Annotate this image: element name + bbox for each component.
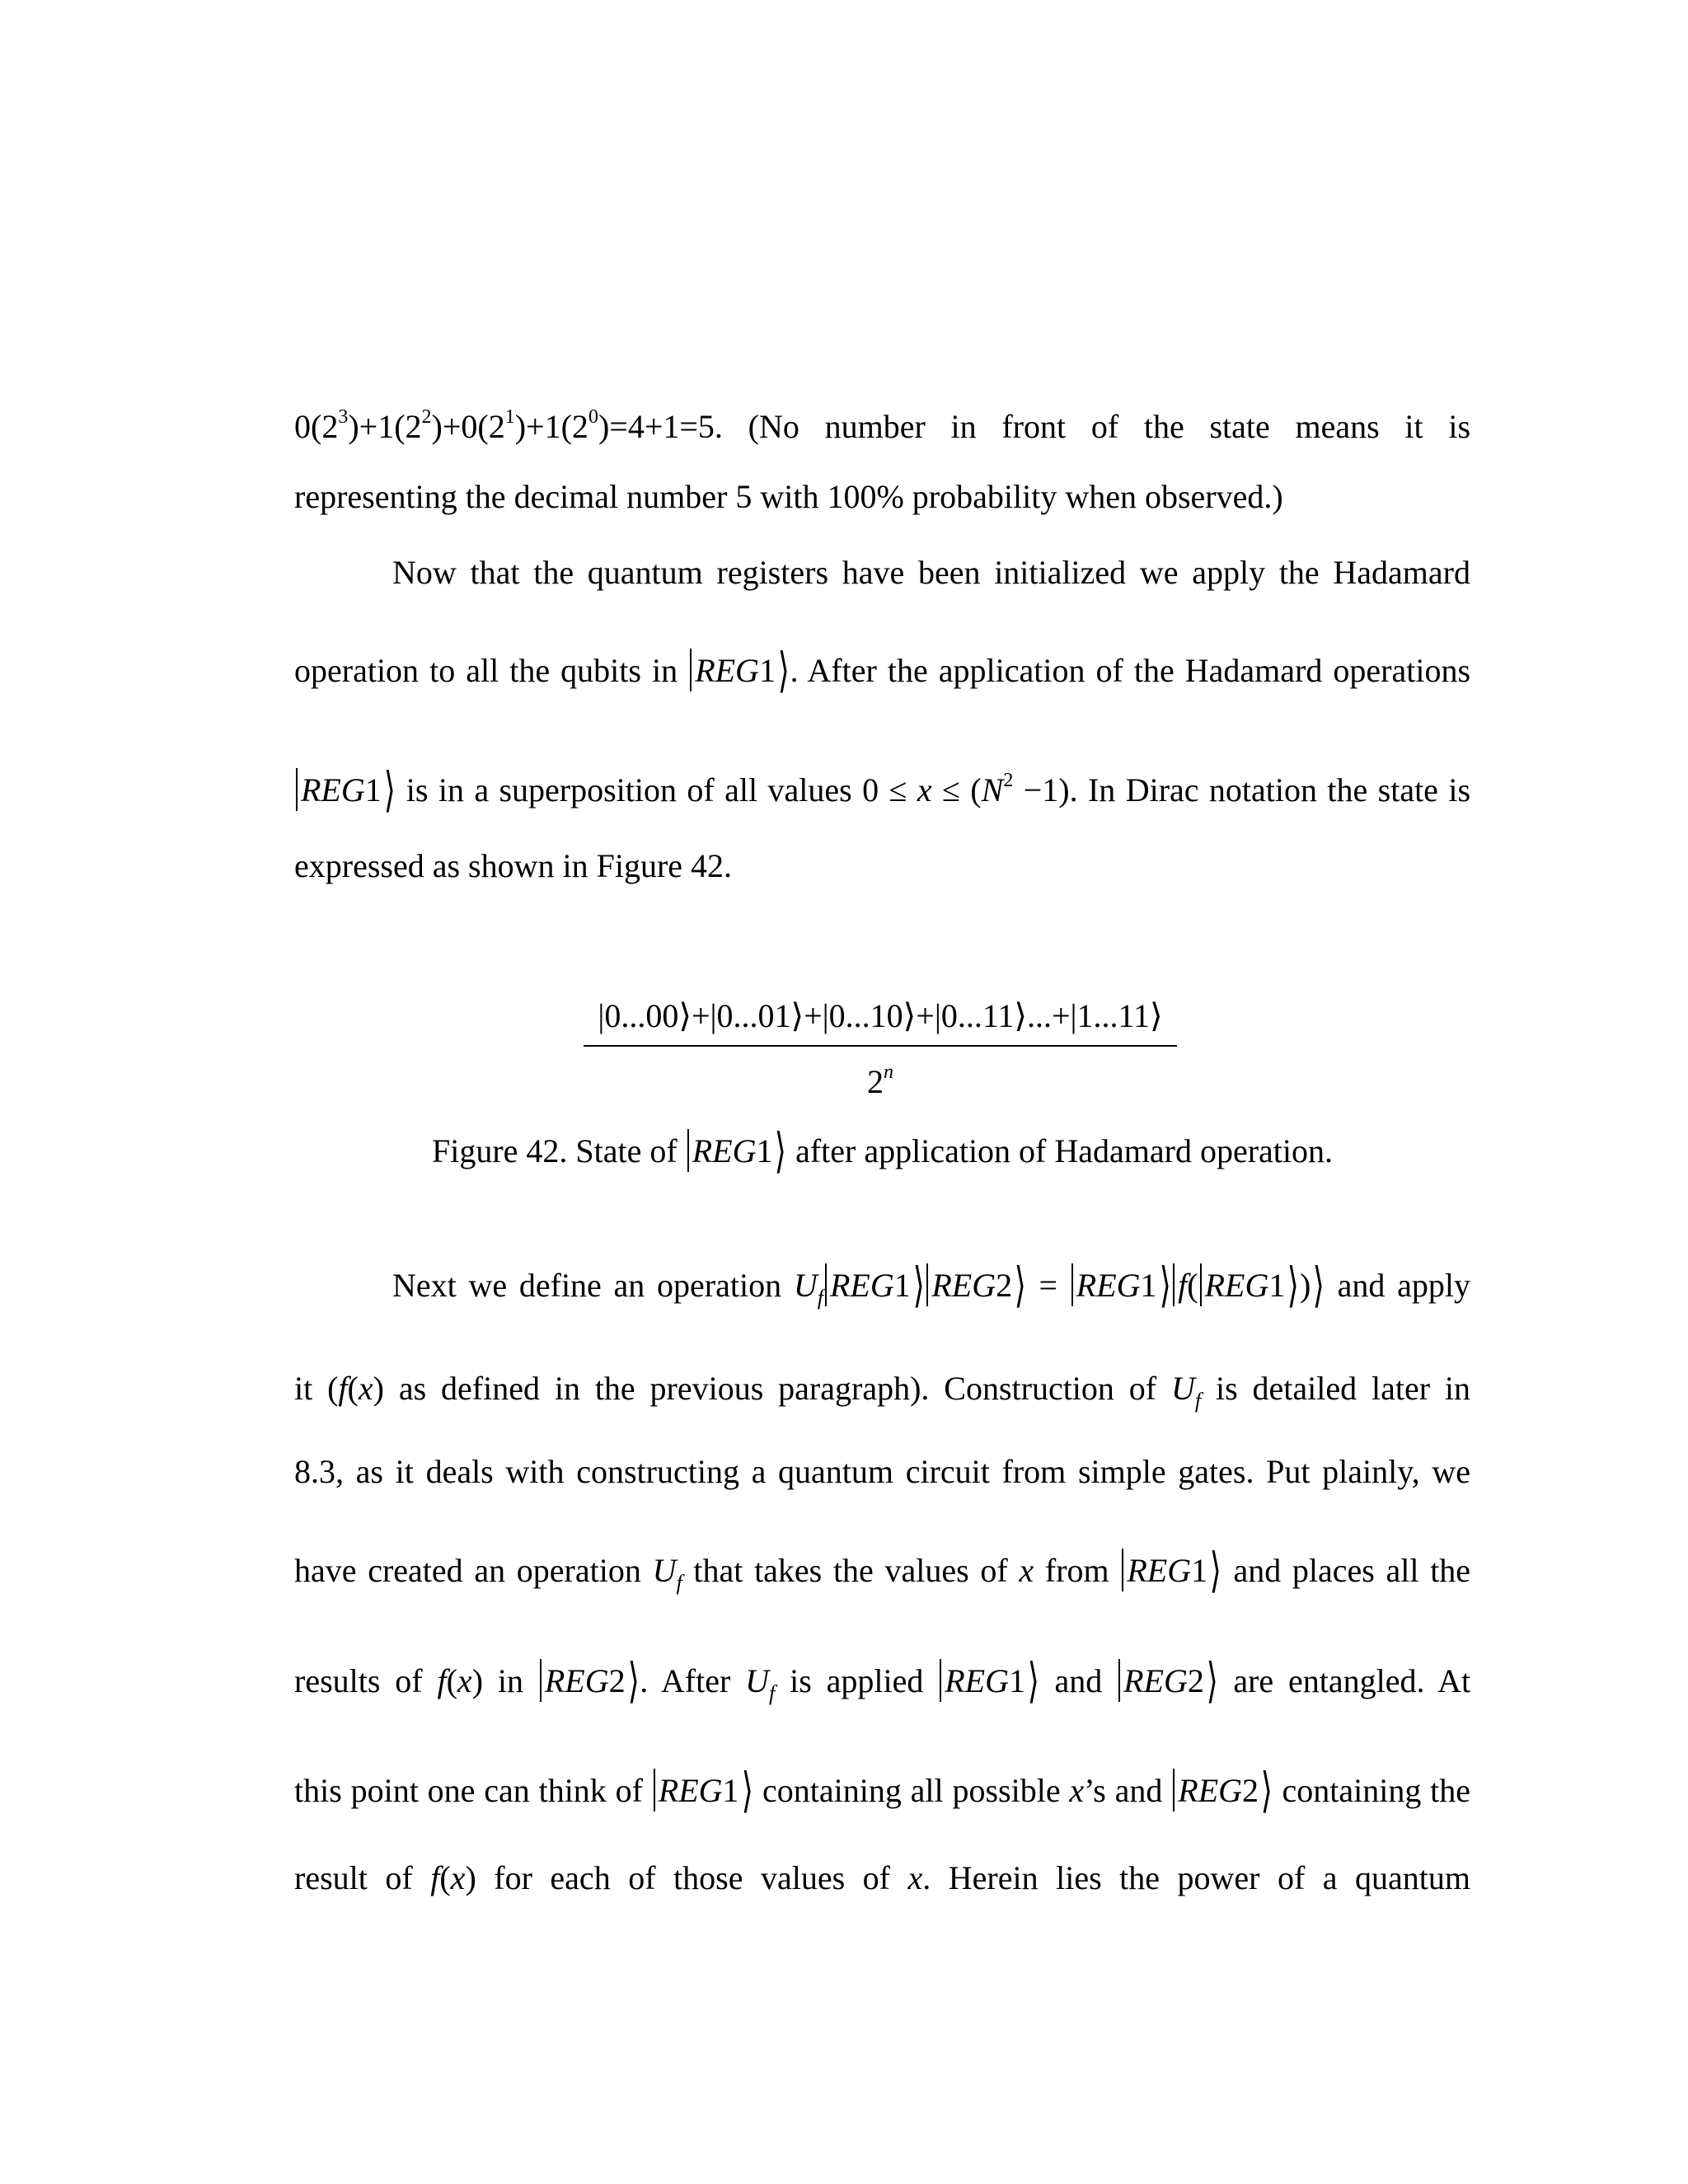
reg1-ket: REG1⟩ [938,1662,1039,1699]
reg1-ket: REG1⟩ [686,1132,787,1169]
uf-math: $U_f$ [1170,1370,1202,1413]
reg2-ket: REG2⟩ [1171,1772,1273,1809]
fraction-denominator: 2$^n$ [867,1062,893,1100]
uf-math: $U_f$ [652,1552,682,1595]
uf-operator-equation: $U_f$ REG1⟩ REG2⟩ = REG1⟩ f( REG1⟩)⟩ [793,1258,1325,1312]
reg1-ket: REG1⟩ [1120,1552,1221,1589]
binary-expansion-math: $0(2^3)+1(2^2)+0(2^1)+1(2^0)=4+1=5$. [294,406,723,445]
reg2-ket: REG2⟩ [538,1662,640,1699]
reg1-ket: REG1⟩ [294,771,396,808]
fx-math: f(x) [430,1859,476,1896]
paragraph-line-11: results of f(x) in REG2⟩. After $U_f$ is applied REG1⟩ and REG2⟩ are entangled. At [294,1653,1471,1708]
reg1-ket: REG1⟩ [652,1772,753,1809]
paragraph-line-3: Now that the quantum registers have been initialized we apply the Hadamard [392,554,1470,591]
paragraph-line-2: representing the decimal number 5 with 100% probability when observed.) [294,478,1283,515]
hadamard-state-fraction [584,991,1177,1103]
fx-math: f(x) [338,1370,384,1407]
fx-math: f(x) [437,1662,484,1699]
paragraph-line-8: it (f(x) as defined in the previous paragraph). Construction of $U_f$ is detailed later in [294,1370,1471,1413]
range-math: $0 \le x \le (N^2 -1)$ [862,770,1070,808]
reg2-ket: REG2⟩ [1117,1662,1218,1699]
line-1-text: (No number in front of the state means it is [748,408,1471,445]
paragraph-line-6: expressed as shown in Figure 42. [294,847,733,884]
paragraph-line-1 [294,392,1471,445]
paragraph-line-4: operation to all the qubits in REG1⟩. After the application of the Hadamard operations [294,643,1471,697]
paragraph-line-10: have created an operation $U_f$ that takes the values of x from REG1⟩ and places all the [294,1543,1471,1597]
figure-caption: Figure 42. State of REG1⟩ after application of Hadamard operation. [431,1123,1334,1178]
paragraph-line-13: result of f(x) for each of those values of x. Herein lies the power of a quantum [294,1859,1471,1896]
fraction-bar [584,1045,1177,1047]
paragraph-line-9: 8.3, as it deals with constructing a quantum circuit from simple gates. Put plainly, we [294,1453,1470,1490]
reg1-ket: REG1⟩ [688,652,790,689]
paragraph-line-12: this point one can think of REG1⟩ containing all possible x’s and REG2⟩ containing the [294,1763,1471,1817]
paragraph-line-5: REG1⟩ is in a superposition of all values $0 \le x \le (N^2 -1)$. In Dirac notation the state is [294,756,1470,805]
fraction-numerator: |0...00⟩+|0...01⟩+|0...10⟩+|0...11⟩...+|1...11⟩ [598,997,1163,1034]
uf-math: $U_f$ [745,1662,776,1705]
paragraph-line-7: Next we define an operation $U_f$ REG1⟩ REG2⟩ = REG1⟩ f( REG1⟩)⟩ and apply [392,1258,1471,1312]
